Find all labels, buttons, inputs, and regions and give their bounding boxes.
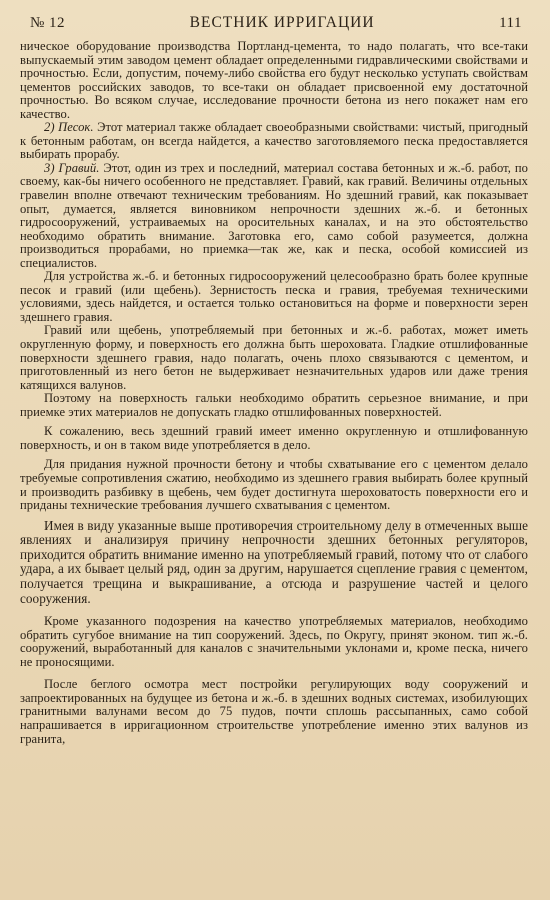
section-lead: 2) Песок. — [44, 120, 94, 135]
paragraph — [20, 324, 528, 392]
paragraph-text: Этот материал также обладает своеобразными свойствами: чистый, пригодный к бетонным работам, он всегда найдется, а качество заготовляемого песка предоставляется выбирать прорабу. — [20, 120, 528, 162]
paragraph — [20, 678, 528, 746]
paragraph — [20, 270, 528, 324]
paragraph — [20, 425, 528, 452]
running-header — [20, 14, 528, 40]
paragraph-text: ническое оборудование производства Портланд-цемента, то надо полагать, что все-таки выпускаемый этим заводом цемент обладает определенными гидравлическими свойствами и прочностью. Если, допустим, почему-либо свойства его будут несколько уступать свойствам цементов российских заводов, то все-таки он обладает присвоенной ему достаточной прочностью. Во всяком случае, исследование прочности бетона из него покажет нам его качество. — [20, 39, 528, 121]
paragraph — [20, 40, 528, 121]
section-lead: 3) Гравий. — [44, 160, 100, 175]
journal-title: ВЕСТНИК ИРРИГАЦИИ — [189, 14, 375, 31]
paragraph-text: Гравий или щебень, употребляемый при бетонных и ж.-б. работах, может иметь округленную форму, и поверхность его должна быть шероховата. Гладкие отшлифованные поверхности здешнего гравия, надо полагать, очень плохо связываются с цементом, и приготовленный из него бетон не выдерживает незначительных ударов или даже трения катящихся валунов. — [20, 323, 528, 392]
paragraph-text: Для придания нужной прочности бетону и чтобы схватывание его с цементом делало требуемые сопротивления сжатию, необходимо из здешнего гравия выбирать более крупный и производить разбивку в щебень, чем будет достигнута шероховатость поверхности его и приданы технические требования лучшего схватывания с цементом. — [20, 457, 528, 513]
paragraph — [20, 519, 528, 607]
paragraph-text: Имея в виду указанные выше противоречия строительному делу в отмеченных выше явлениях и анализируя причину непрочности здешних бетонных регуляторов, приходится обратить внимание именно на употребляемый гравий, потому что от слабого удара, а их бывает целый ряд, один за другим, нарушается сцепление гравия с цементом, получается трещина и выкрашивание, а отсюда и разрушение частей и целого сооружения. — [20, 517, 528, 606]
paragraph-text: К сожалению, весь здешний гравий имеет именно округленную и отшлифованную поверхность, и он в таком виде употребляется в дело. — [20, 424, 528, 452]
issue-number: № 12 — [30, 15, 66, 31]
paragraph-text: Поэтому на поверхность гальки необходимо обратить серьезное внимание, и при приемке этих материалов не допускать гладко отшлифованных поверхностей. — [20, 391, 528, 419]
paragraph-text: Для устройства ж.-б. и бетонных гидросооружений целесообразно брать более крупные песок и гравий (или щебень). Зернистость песка и гравия, требуемая техническими условиями, здесь найдется, и остается только остановиться на форме и поверхности зерен здешнего гравия. — [20, 269, 528, 324]
paragraph-text: Этот, один из трех и последний, материал состава бетонных и ж.-б. работ, по своему, как-бы ничего особенного не представляет. Гравий, как гравий. Величины отдельных гравелин вполне отвечают техническим требованиям. Но здешний гравий, как показывает опыт, думается, является виновником непрочности здешних ж.-б. и бетонных гидросооружений, устраиваемых на оросительных каналах, и на это обстоятельство необходимо обратить внимание. Заготовка его, само собой разумеется, должна производиться прорабами, но приемка—так же, как и песка, особой комиссией из специалистов. — [20, 160, 528, 270]
paragraph-text: Кроме указанного подозрения на качество употребляемых материалов, необходимо обратить сугубое внимание на тип сооружений. Здесь, по Округу, принят эконом. тип ж.-б. сооружений, выработанный для каналов с значительными уклонами и, кроме песка, ничего не проносящими. — [20, 614, 528, 669]
paragraph — [20, 458, 528, 512]
paragraph-text: После беглого осмотра мест постройки регулирующих воду сооружений и запроектированных на будущее из бетона и ж.-б. в здешних водных системах, изобилующих гранитными валунами весом до 75 пудов, почти сплошь рассыпанных, само собой напрашивается в ирригационном строительстве употребление именно этих валунов из гранита, — [20, 677, 528, 746]
article-body — [20, 40, 528, 746]
paragraph — [20, 615, 528, 669]
paragraph — [20, 392, 528, 419]
paragraph — [20, 162, 528, 270]
page-number: 111 — [499, 15, 522, 31]
paragraph — [20, 121, 528, 162]
